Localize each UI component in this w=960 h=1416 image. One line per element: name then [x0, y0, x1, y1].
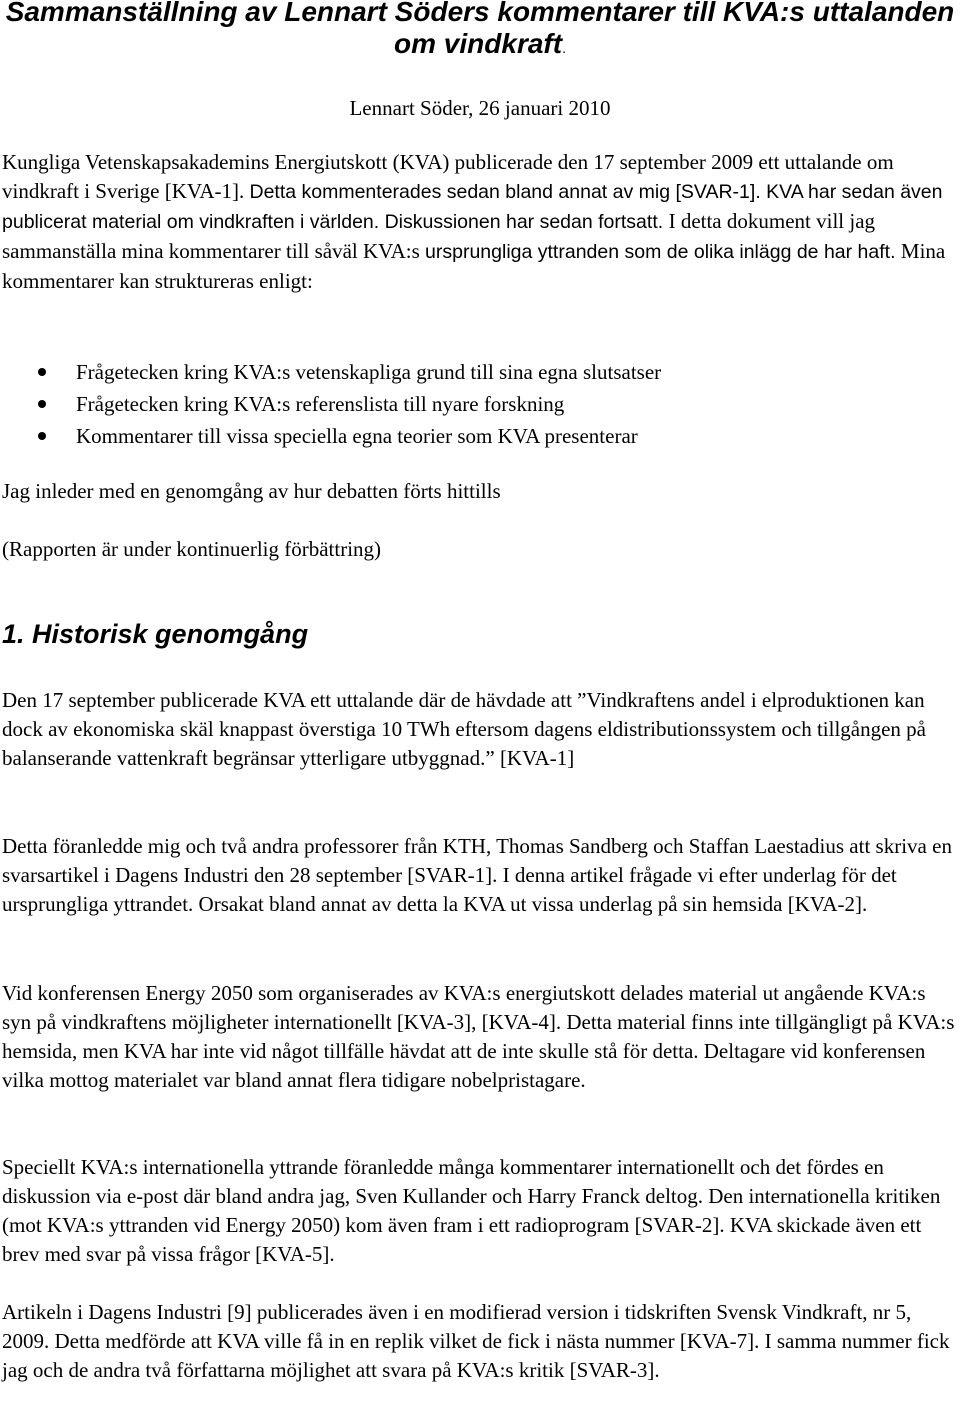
list-item [0, 388, 958, 420]
intro-text-part-4: ursprungliga yttranden som de olika inlägg de har haft. [425, 241, 901, 263]
bullet-icon [38, 400, 46, 408]
intro-text-part-3: I detta dokument vill jag sammanställa mina kommentarer till såväl KVA:s [2, 209, 876, 263]
document-title-text: Sammanställning av Lennart Söders kommentarer till KVA:s uttalanden om vindkraft [5, 0, 955, 59]
intro-line: Jag inleder med en genomgång av hur debatten förts hittills [2, 479, 501, 503]
body-paragraph: Speciellt KVA:s internationella yttrande föranledde många kommentarer internationellt och det fördes en diskussion via e-post där bland andra jag, Sven Kullander och Harry Franck deltog. Den internationella kritiken (mot KVA:s yttranden vid Energy 2050) kom även fram i ett radioprogram [SVAR-2]. KVA skickade även ett brev med svar på vissa frågor [KVA-5]. [2, 1155, 941, 1266]
bullet-icon [38, 368, 46, 376]
comment-structure-list [0, 356, 958, 452]
list-item-text: Kommentarer till vissa speciella egna teorier som KVA presenterar [76, 424, 638, 448]
list-item-text: Frågetecken kring KVA:s vetenskapliga grund till sina egna slutsatser [76, 360, 662, 384]
intro-text-part-5: Mina kommentarer kan struktureras enligt: [2, 239, 946, 293]
section-heading: 1. Historisk genomgång [2, 619, 309, 649]
author-date-line: Lennart Söder, 26 januari 2010 [349, 96, 611, 120]
status-note: (Rapporten är under kontinuerlig förbättring) [2, 537, 382, 561]
document-title-dot: . [562, 40, 566, 56]
body-paragraph: Detta föranledde mig och två andra professorer från KTH, Thomas Sandberg och Staffan Laestadius att skriva en svarsartikel i Dagens Industri den 28 september [SVAR-1]. I denna artikel frågade vi efter underlag för det ursprungliga yttrandet. Orsakat bland annat av detta la KVA ut vissa underlag på sin hemsida [KVA-2]. [2, 834, 952, 916]
list-item-text: Frågetecken kring KVA:s referenslista till nyare forskning [76, 392, 565, 416]
list-item [0, 420, 958, 452]
bullet-icon [38, 432, 46, 440]
body-paragraph: Den 17 september publicerade KVA ett uttalande där de hävdade att ”Vindkraftens andel i elproduktionen kan dock av ekonomiska skäl knappast överstiga 10 TWh eftersom dagens eldistributionssystem och tillgången på balanserande vattenkraft begränsar ytterligare utbyggnad.” [KVA-1] [2, 688, 926, 770]
document-title [0, 0, 960, 64]
body-paragraph: Vid konferensen Energy 2050 som organiserades av KVA:s energiutskott delades material ut angående KVA:s syn på vindkraftens möjligheter internationellt [KVA-3], [KVA-4]. Detta material finns inte tillgängligt på KVA:s hemsida, men KVA har inte vid något tillfälle hävdat att de inte skulle stå för detta. Deltagare vid konferensen vilka mottog materialet var bland annat flera tidigare nobelpristagare. [2, 981, 955, 1092]
intro-paragraph [2, 148, 958, 296]
list-item [0, 356, 958, 388]
intro-text-part-1: Kungliga Vetenskapsakademins Energiutskott (KVA) publicerade den 17 september 2009 ett uttalande om vindkraft i Sverige [KVA-1]. [2, 150, 894, 203]
body-paragraph: Artikeln i Dagens Industri [9] publicerades även i en modifierad version i tidskriften Svensk Vindkraft, nr 5, 2009. Detta medförde att KVA ville få in en replik vilket de fick i nästa nummer [KVA-7]. I samma nummer fick jag och de andra två författarna möjlighet att svara på KVA:s kritik [SVAR-3]. [2, 1300, 950, 1382]
intro-text-part-2: Detta kommenterades sedan bland annat av mig [SVAR-1]. KVA har sedan även publicerat material om vindkraften i världen. Diskussionen har sedan fortsatt. [2, 181, 943, 233]
